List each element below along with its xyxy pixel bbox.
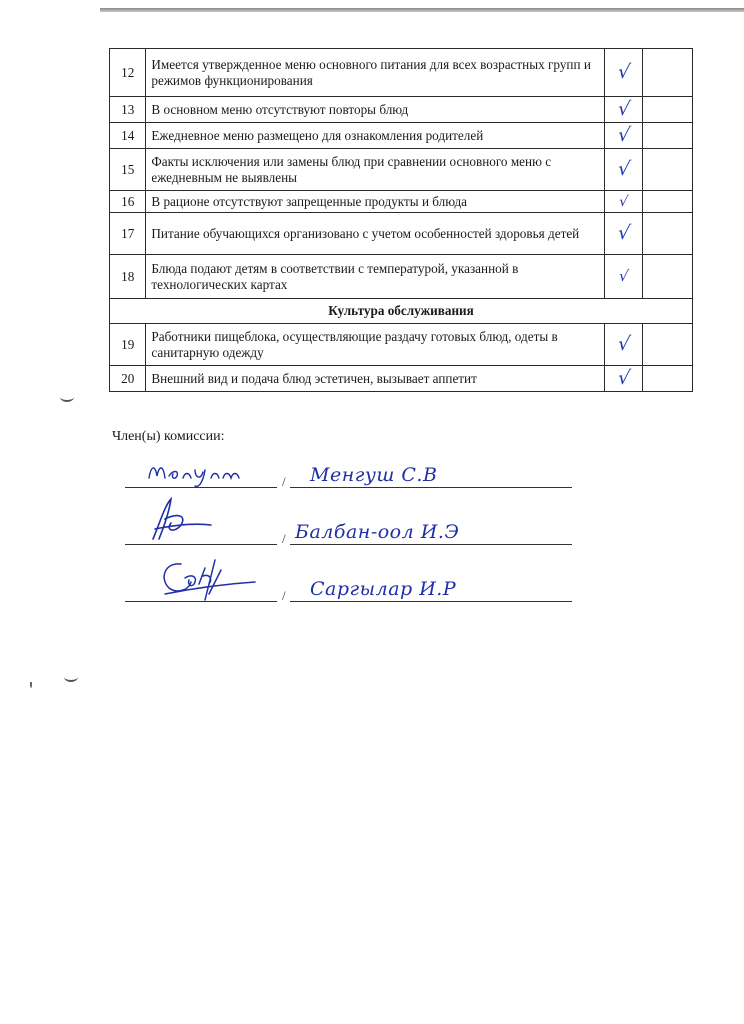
name-line — [290, 487, 572, 488]
row-criterion: Ежедневное меню размещено для ознакомления родителей — [146, 123, 605, 149]
member-name: Балбан-оол И.Э — [295, 521, 460, 543]
empty-cell — [643, 191, 693, 213]
empty-cell — [643, 366, 693, 392]
signature-line — [125, 487, 277, 488]
row-criterion: Внешний вид и подача блюд эстетичен, вызывает аппетит — [146, 366, 605, 392]
signature-scribble-icon — [125, 554, 285, 604]
table-row — [110, 149, 693, 191]
check-mark-icon: √ — [616, 97, 632, 120]
scan-margin-mark — [64, 672, 78, 682]
row-number: 15 — [110, 149, 146, 191]
check-mark-icon: √ — [616, 366, 632, 389]
section-title: Культура обслуживания — [110, 299, 693, 324]
row-number: 18 — [110, 255, 146, 299]
check-mark-icon: √ — [618, 193, 630, 210]
separator-slash: / — [282, 474, 286, 489]
check-mark-icon: √ — [616, 123, 632, 146]
row-number: 14 — [110, 123, 146, 149]
row-criterion: В основном меню отсутствуют повторы блюд — [146, 97, 605, 123]
separator-slash: / — [282, 588, 286, 603]
table-row — [110, 191, 693, 213]
checklist-table — [109, 48, 693, 392]
signature-scribble-icon — [125, 448, 275, 488]
member-name: Саргылар И.Р — [310, 578, 457, 600]
row-criterion: Блюда подают детям в соответствии с температурой, указанной в технологических картах — [146, 255, 605, 299]
scan-top-edge — [100, 8, 744, 12]
row-criterion: Факты исключения или замены блюд при сравнении основного меню с ежедневным не выявлены — [146, 149, 605, 191]
separator-slash: / — [282, 531, 286, 546]
table-row — [110, 97, 693, 123]
table-row — [110, 255, 693, 299]
table-row — [110, 324, 693, 366]
table-row — [110, 49, 693, 97]
empty-cell — [643, 213, 693, 255]
member-name: Менгуш С.В — [310, 464, 438, 486]
signature-row — [125, 505, 575, 545]
row-criterion: Работники пищеблока, осуществляющие раздачу готовых блюд, одеты в санитарную одежду — [146, 324, 605, 366]
row-number: 12 — [110, 49, 146, 97]
table-row — [110, 366, 693, 392]
row-criterion: Имеется утвержденное меню основного питания для всех возрастных групп и режимов функционирования — [146, 49, 605, 97]
table-row — [110, 213, 693, 255]
check-mark-icon: √ — [616, 221, 632, 244]
name-line — [290, 601, 572, 602]
row-number: 17 — [110, 213, 146, 255]
row-criterion: Питание обучающихся организовано с учетом особенностей здоровья детей — [146, 213, 605, 255]
scan-margin-mark — [30, 682, 32, 688]
section-row — [110, 299, 693, 324]
empty-cell — [643, 49, 693, 97]
row-number: 20 — [110, 366, 146, 392]
empty-cell — [643, 123, 693, 149]
row-number: 19 — [110, 324, 146, 366]
check-mark-icon: √ — [616, 157, 632, 180]
row-number: 13 — [110, 97, 146, 123]
signature-row — [125, 562, 575, 602]
signature-scribble-icon — [125, 495, 275, 545]
commission-members-label: Член(ы) комиссии: — [112, 429, 225, 444]
check-mark-icon: √ — [617, 267, 630, 285]
check-mark-icon: √ — [616, 60, 632, 83]
empty-cell — [643, 97, 693, 123]
row-criterion: В рационе отсутствуют запрещенные продукты и блюда — [146, 191, 605, 213]
signature-line — [125, 544, 277, 545]
table-row — [110, 123, 693, 149]
check-mark-icon: √ — [616, 332, 632, 355]
empty-cell — [643, 255, 693, 299]
scan-margin-mark — [60, 392, 74, 402]
empty-cell — [643, 149, 693, 191]
signature-line — [125, 601, 277, 602]
empty-cell — [643, 324, 693, 366]
name-line — [290, 544, 572, 545]
row-number: 16 — [110, 191, 146, 213]
signature-row — [125, 448, 575, 488]
